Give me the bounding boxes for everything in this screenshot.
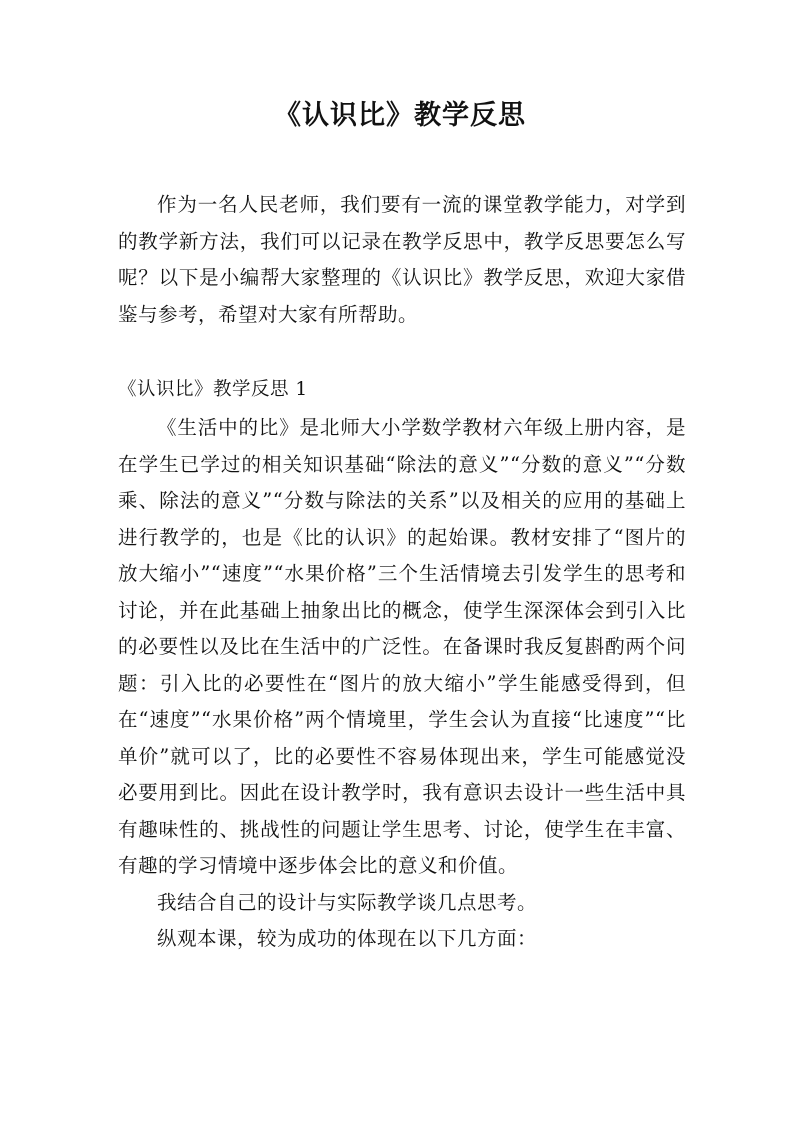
section-body xyxy=(118,410,686,958)
section-heading: 《认识比》教学反思 1 xyxy=(118,379,308,400)
body-paragraph-1: 《生活中的比》是北师大小学数学教材六年级上册内容，是在学生已学过的相关知识基础“除法的意义”“分数的意义”“分数乘、除法的意义”“分数与除法的关系”以及相关的应用的基础上进行教学的，也是《比的认识》的起始课。教材安排了“图片的放大缩小”“速度”“水果价格”三个生活情境去引发学生的思考和讨论，并在此基础上抽象出比的概念，使学生深深体会到引入比的必要性以及比在生活中的广泛性。在备课时我反复斟酌两个问题：引入比的必要性在“图片的放大缩小”学生能感受得到，但在“速度”“水果价格”两个情境里，学生会认为直接“比速度”“比单价”就可以了，比的必要性不容易体现出来，学生可能感觉没必要用到比。因此在设计教学时，我有意识去设计一些生活中具有趣味性的、挑战性的问题让学生思考、讨论，使学生在丰富、有趣的学习情境中逐步体会比的意义和价值。 xyxy=(118,416,686,877)
intro-paragraph: 作为一名人民老师，我们要有一流的课堂教学能力，对学到的教学新方法，我们可以记录在教学反思中，教学反思要怎么写呢？以下是小编帮大家整理的《认识比》教学反思，欢迎大家借鉴与参考，希望对大家有所帮助。 xyxy=(118,193,686,326)
document-title: 《认识比》教学反思 xyxy=(274,100,526,131)
body-paragraph-3: 纵观本课，较为成功的体现在以下几方面： xyxy=(157,927,538,950)
body-paragraph-2: 我结合自己的设计与实际教学谈几点思考。 xyxy=(157,890,538,914)
intro-section xyxy=(118,187,686,333)
